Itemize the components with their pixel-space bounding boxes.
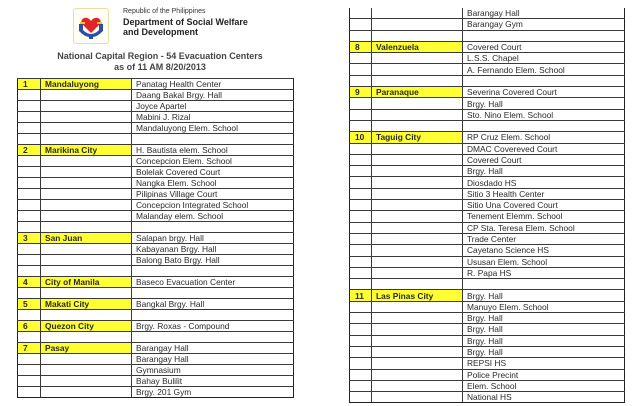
table-body	[18, 79, 294, 398]
row-number	[18, 101, 41, 112]
row-number	[350, 8, 372, 19]
city-name	[372, 143, 463, 154]
table-row	[18, 277, 294, 288]
blank-row	[18, 310, 294, 321]
table-row	[350, 392, 625, 403]
evacuation-center: Bolelak Covered Court	[132, 167, 294, 178]
row-number	[18, 134, 41, 145]
city-name	[372, 53, 463, 64]
table-row	[350, 301, 625, 312]
table-row	[350, 290, 625, 301]
evacuation-center: L.S.S. Chapel	[463, 53, 625, 64]
city-name	[41, 266, 132, 277]
table-row	[350, 380, 625, 391]
dswd-logo-icon	[73, 8, 109, 44]
table-row	[18, 354, 294, 365]
row-number	[18, 90, 41, 101]
row-number	[350, 313, 372, 324]
city-name	[372, 64, 463, 75]
city-name	[41, 332, 132, 343]
evacuation-center: Brgy. Roxas - Compound	[132, 321, 294, 332]
evacuation-center	[463, 30, 625, 41]
row-number	[18, 387, 41, 398]
row-number	[350, 392, 372, 403]
evacuation-center: Brgy. Hall	[463, 166, 625, 177]
city-name	[41, 354, 132, 365]
table-row	[18, 145, 294, 156]
row-number	[350, 358, 372, 369]
row-number	[350, 301, 372, 312]
table-row	[350, 256, 625, 267]
city-name	[41, 167, 132, 178]
evacuation-center: Manuyo Elem. School	[463, 301, 625, 312]
city-name	[372, 19, 463, 30]
document-date: as of 11 AM 8/20/2013	[114, 62, 206, 72]
row-number: 8	[350, 41, 372, 52]
blank-row	[350, 75, 625, 86]
row-number: 11	[350, 290, 372, 301]
evacuation-center: Brgy. Hall	[463, 313, 625, 324]
evacuation-center: Tenement Elemm. School	[463, 211, 625, 222]
table-row	[350, 211, 625, 222]
evacuation-center: Cayetano Science HS	[463, 245, 625, 256]
city-name	[41, 123, 132, 134]
table-row	[18, 233, 294, 244]
table-row	[18, 112, 294, 123]
row-number	[350, 233, 372, 244]
evacuation-center: Police Precint	[463, 369, 625, 380]
row-number: 9	[350, 87, 372, 98]
evacuation-center	[132, 332, 294, 343]
row-number: 3	[18, 233, 41, 244]
city-name	[372, 109, 463, 120]
table-row	[350, 64, 625, 75]
evacuation-center: Brgy. Hall	[463, 290, 625, 301]
evacuation-center: Panatag Health Center	[132, 79, 294, 90]
blank-row	[18, 288, 294, 299]
city-name	[372, 154, 463, 165]
row-number: 10	[350, 132, 372, 143]
row-number	[18, 211, 41, 222]
evacuation-center: REPSI HS	[463, 358, 625, 369]
city-name	[372, 245, 463, 256]
city-name	[41, 112, 132, 123]
city-name: Valenzuela	[372, 41, 463, 52]
table-row	[18, 387, 294, 398]
evacuation-center: Severina Covered Court	[463, 87, 625, 98]
evacuation-center: Pilipinas Village Court	[132, 189, 294, 200]
city-name: Marikina City	[41, 145, 132, 156]
evacuation-center: Sto. Nino Elem. School	[463, 109, 625, 120]
evacuation-center: Kabayanan Brgy. Hall	[132, 244, 294, 255]
evacuation-table-right	[349, 8, 625, 403]
department-line-2: and Development	[123, 27, 199, 37]
row-number	[350, 335, 372, 346]
evacuation-center: Concepcion Elem. School	[132, 156, 294, 167]
evacuation-center: DMAC Covereved Court	[463, 143, 625, 154]
table-row	[350, 19, 625, 30]
evacuation-center: Trade Center	[463, 233, 625, 244]
evacuation-center: Daang Bakal Brgy. Hall	[132, 90, 294, 101]
evacuation-center	[463, 120, 625, 131]
row-number	[350, 279, 372, 290]
city-name	[41, 310, 132, 321]
row-number	[350, 222, 372, 233]
row-number	[18, 365, 41, 376]
row-number: 4	[18, 277, 41, 288]
city-name	[372, 267, 463, 278]
row-number	[350, 177, 372, 188]
table-row	[350, 346, 625, 357]
table-row	[18, 365, 294, 376]
evacuation-center: Covered Court	[463, 154, 625, 165]
city-name	[41, 134, 132, 145]
row-number	[350, 200, 372, 211]
table-row	[350, 369, 625, 380]
evacuation-center	[132, 134, 294, 145]
city-name	[41, 244, 132, 255]
evacuation-center: Salapan brgy. Hall	[132, 233, 294, 244]
table-row	[350, 335, 625, 346]
evacuation-center	[132, 288, 294, 299]
evacuation-center: H. Bautista elem. School	[132, 145, 294, 156]
row-number	[350, 166, 372, 177]
table-row	[18, 167, 294, 178]
evacuation-center: Balong Bato Brgy. Hall	[132, 255, 294, 266]
evacuation-center: Sitio 3 Health Center	[463, 188, 625, 199]
table-row	[18, 376, 294, 387]
table-row	[350, 98, 625, 109]
row-number	[18, 178, 41, 189]
row-number	[18, 255, 41, 266]
city-name	[372, 120, 463, 131]
row-number	[350, 369, 372, 380]
city-name	[372, 380, 463, 391]
evacuation-center: Mandaluyong Elem. School	[132, 123, 294, 134]
city-name	[372, 256, 463, 267]
evacuation-center: Gymnasium	[132, 365, 294, 376]
table-row	[350, 109, 625, 120]
table-row	[18, 189, 294, 200]
city-name	[41, 365, 132, 376]
table-row	[350, 222, 625, 233]
document-title: National Capital Region - 54 Evacuation Centers	[57, 51, 263, 61]
city-name	[372, 358, 463, 369]
evacuation-center	[463, 279, 625, 290]
city-name	[41, 387, 132, 398]
evacuation-center	[132, 310, 294, 321]
department-name	[123, 17, 273, 37]
table-row	[350, 188, 625, 199]
table-row	[350, 267, 625, 278]
blank-row	[350, 30, 625, 41]
table-row	[350, 324, 625, 335]
row-number	[350, 98, 372, 109]
blank-row	[18, 134, 294, 145]
row-number	[18, 244, 41, 255]
table-row	[18, 211, 294, 222]
table-row	[18, 255, 294, 266]
row-number	[18, 376, 41, 387]
row-number	[350, 53, 372, 64]
evacuation-center: Joyce Apartel	[132, 101, 294, 112]
row-number	[18, 200, 41, 211]
city-name	[372, 335, 463, 346]
table-row	[350, 154, 625, 165]
row-number	[18, 167, 41, 178]
row-number	[18, 288, 41, 299]
row-number	[18, 222, 41, 233]
city-name	[372, 75, 463, 86]
row-number	[350, 245, 372, 256]
city-name	[41, 288, 132, 299]
city-name	[372, 177, 463, 188]
city-name	[372, 392, 463, 403]
table-row	[18, 200, 294, 211]
row-number	[18, 354, 41, 365]
table-row	[350, 313, 625, 324]
city-name	[372, 200, 463, 211]
evacuation-center: Diosdado HS	[463, 177, 625, 188]
evacuation-center: Elem. School	[463, 380, 625, 391]
city-name	[41, 101, 132, 112]
row-number	[18, 189, 41, 200]
evacuation-center: Barangay Hall	[463, 8, 625, 19]
row-number	[18, 123, 41, 134]
evacuation-center: National HS	[463, 392, 625, 403]
evacuation-center: Brgy. Hall	[463, 98, 625, 109]
table-row	[350, 132, 625, 143]
document-header	[0, 0, 320, 72]
city-name	[41, 200, 132, 211]
row-number	[350, 64, 372, 75]
evacuation-center: A. Fernando Elem. School	[463, 64, 625, 75]
row-number	[350, 324, 372, 335]
city-name	[41, 189, 132, 200]
evacuation-center: Covered Court	[463, 41, 625, 52]
evacuation-center: Brgy. 201 Gym	[132, 387, 294, 398]
row-number	[350, 346, 372, 357]
row-number	[350, 109, 372, 120]
city-name	[41, 90, 132, 101]
table-row	[350, 87, 625, 98]
evacuation-center: Brgy. Hall	[463, 335, 625, 346]
table-row	[350, 358, 625, 369]
blank-row	[18, 266, 294, 277]
table-row	[350, 245, 625, 256]
city-name	[372, 369, 463, 380]
evacuation-center: RP Cruz Elem. School	[463, 132, 625, 143]
city-name	[372, 346, 463, 357]
row-number	[350, 267, 372, 278]
city-name	[41, 376, 132, 387]
blank-row	[350, 279, 625, 290]
evacuation-center: Mabini J. Rizal	[132, 112, 294, 123]
row-number	[18, 156, 41, 167]
city-name	[41, 255, 132, 266]
blank-row	[18, 222, 294, 233]
table-row	[18, 90, 294, 101]
table-row	[18, 343, 294, 354]
evacuation-center: Malanday elem. School	[132, 211, 294, 222]
evacuation-center: R. Papa HS	[463, 267, 625, 278]
city-name	[372, 233, 463, 244]
table-row	[350, 233, 625, 244]
evacuation-center: Concepcion Integrated School	[132, 200, 294, 211]
evacuation-center: CP Sta. Teresa Elem. School	[463, 222, 625, 233]
department-line-1: Department of Social Welfare	[123, 17, 248, 27]
city-name	[41, 211, 132, 222]
row-number	[350, 120, 372, 131]
row-number	[18, 310, 41, 321]
table-row	[18, 321, 294, 332]
table-row	[350, 41, 625, 52]
city-name: City of Manila	[41, 277, 132, 288]
table-row	[18, 178, 294, 189]
city-name	[372, 188, 463, 199]
row-number: 7	[18, 343, 41, 354]
city-name	[372, 324, 463, 335]
city-name	[372, 98, 463, 109]
row-number: 6	[18, 321, 41, 332]
blank-row	[350, 120, 625, 131]
row-number	[350, 19, 372, 30]
evacuation-center: Brgy. Hall	[463, 346, 625, 357]
row-number	[18, 266, 41, 277]
row-number	[350, 30, 372, 41]
evacuation-center: Barangay Gym	[463, 19, 625, 30]
evacuation-center: Brgy. Hall	[463, 324, 625, 335]
row-number	[350, 211, 372, 222]
table-row	[350, 200, 625, 211]
city-name: Pasay	[41, 343, 132, 354]
city-name: Taguig City	[372, 132, 463, 143]
table-row	[18, 299, 294, 310]
evacuation-center	[132, 266, 294, 277]
republic-label: Republic of the Philippines	[123, 8, 206, 15]
evacuation-center: Nangka Elem. School	[132, 178, 294, 189]
row-number	[18, 112, 41, 123]
city-name: Makati City	[41, 299, 132, 310]
table-row	[18, 156, 294, 167]
row-number: 5	[18, 299, 41, 310]
table-row	[18, 244, 294, 255]
row-number	[18, 332, 41, 343]
city-name	[41, 222, 132, 233]
city-name: Las Pinas City	[372, 290, 463, 301]
city-name: Mandaluyong	[41, 79, 132, 90]
evacuation-center: Ususan Elem. School	[463, 256, 625, 267]
table-row	[18, 123, 294, 134]
evacuation-center: Barangay Hall	[132, 354, 294, 365]
city-name	[372, 313, 463, 324]
city-name	[372, 8, 463, 19]
city-name: San Juan	[41, 233, 132, 244]
evacuation-center: Baseco Evacuation Center	[132, 277, 294, 288]
row-number	[350, 75, 372, 86]
evacuation-center: Bahay Bulilit	[132, 376, 294, 387]
city-name	[372, 279, 463, 290]
row-number: 1	[18, 79, 41, 90]
city-name	[372, 301, 463, 312]
table-row	[350, 8, 625, 19]
row-number: 2	[18, 145, 41, 156]
table-row	[350, 53, 625, 64]
row-number	[350, 143, 372, 154]
evacuation-center	[463, 75, 625, 86]
city-name	[41, 156, 132, 167]
evacuation-table-left	[17, 78, 294, 398]
row-number	[350, 154, 372, 165]
row-number	[350, 256, 372, 267]
row-number	[350, 380, 372, 391]
city-name: Quezon City	[41, 321, 132, 332]
city-name	[41, 178, 132, 189]
evacuation-center	[132, 222, 294, 233]
table-row	[350, 177, 625, 188]
table-row	[18, 101, 294, 112]
row-number	[350, 188, 372, 199]
blank-row	[18, 332, 294, 343]
table-row	[350, 143, 625, 154]
table-row	[350, 166, 625, 177]
evacuation-center: Barangay Hall	[132, 343, 294, 354]
city-name: Paranaque	[372, 87, 463, 98]
evacuation-center: Sitio Una Covered Court	[463, 200, 625, 211]
city-name	[372, 222, 463, 233]
city-name	[372, 166, 463, 177]
evacuation-center: Bangkal Brgy. Hall	[132, 299, 294, 310]
city-name	[372, 211, 463, 222]
table-body	[350, 8, 625, 403]
table-row	[18, 79, 294, 90]
city-name	[372, 30, 463, 41]
